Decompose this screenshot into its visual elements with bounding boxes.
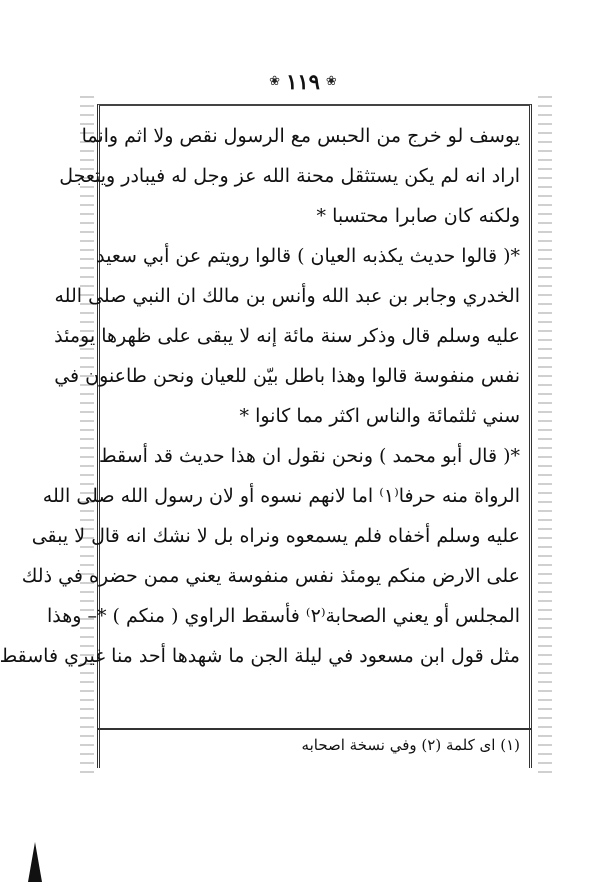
- text-line: على الارض منكم يومئذ نفس منفوسة يعني ممن حضره في ذلك: [21, 565, 520, 587]
- margin-binding-marks-right: [538, 96, 552, 776]
- main-text: [0, 116, 520, 728]
- corner-mark-icon: [28, 842, 42, 882]
- text-line: يوسف لو خرج من الحبس مع الرسول نقص ولا اثم وانما: [81, 125, 520, 147]
- text-line: ولكنه كان صابرا محتسبا *: [316, 205, 520, 227]
- text-line: الخدري وجابر بن عبد الله وأنس بن مالك ان النبي صلى الله: [54, 285, 520, 307]
- text-line: مثل قول ابن مسعود في ليلة الجن ما شهدها أحد منا غيري فاسقط: [0, 645, 520, 667]
- text-line: اراد انه لم يكن يستثقل محنة الله عز وجل له فيبادر ويتعجل: [59, 165, 520, 187]
- ornament-left-icon: ❀: [269, 73, 281, 89]
- text-line: عليه وسلم قال وذكر سنة مائة إنه لا يبقى على ظهرها يومئذ: [54, 325, 520, 347]
- text-line: *( قال أبو محمد ) ونحن نقول ان هذا حديث قد أسقط: [99, 445, 520, 467]
- text-line: سني ثلثمائة والناس اكثر مما كانوا *: [239, 405, 520, 427]
- text-line: نفس منفوسة قالوا وهذا باطل بيّن للعيان ونحن طاعنون في: [54, 365, 520, 387]
- text-line: الرواة منه حرفا⁽١⁾ اما لانهم نسوه أو لان رسول الله صلى الله: [42, 485, 520, 507]
- text-line: عليه وسلم أخفاه فلم يسمعوه ونراه بل لا نشك انه قال لا يبقى: [31, 525, 520, 547]
- text-line: *( قالوا حديث يكذبه العيان ) قالوا رويتم عن أبي سعيد: [96, 245, 520, 267]
- text-line: المجلس أو يعني الصحابة⁽٢⁾ فأسقط الراوي ( منكم ) *– وهذا: [47, 605, 520, 627]
- page-number: ١١٩: [286, 68, 320, 94]
- page-header: [0, 64, 606, 98]
- ornament-right-icon: ❀: [325, 73, 337, 89]
- footnote: (١) اى كلمة (٢) وفي نسخة اصحابه: [301, 736, 520, 754]
- footnote-divider: [97, 728, 532, 730]
